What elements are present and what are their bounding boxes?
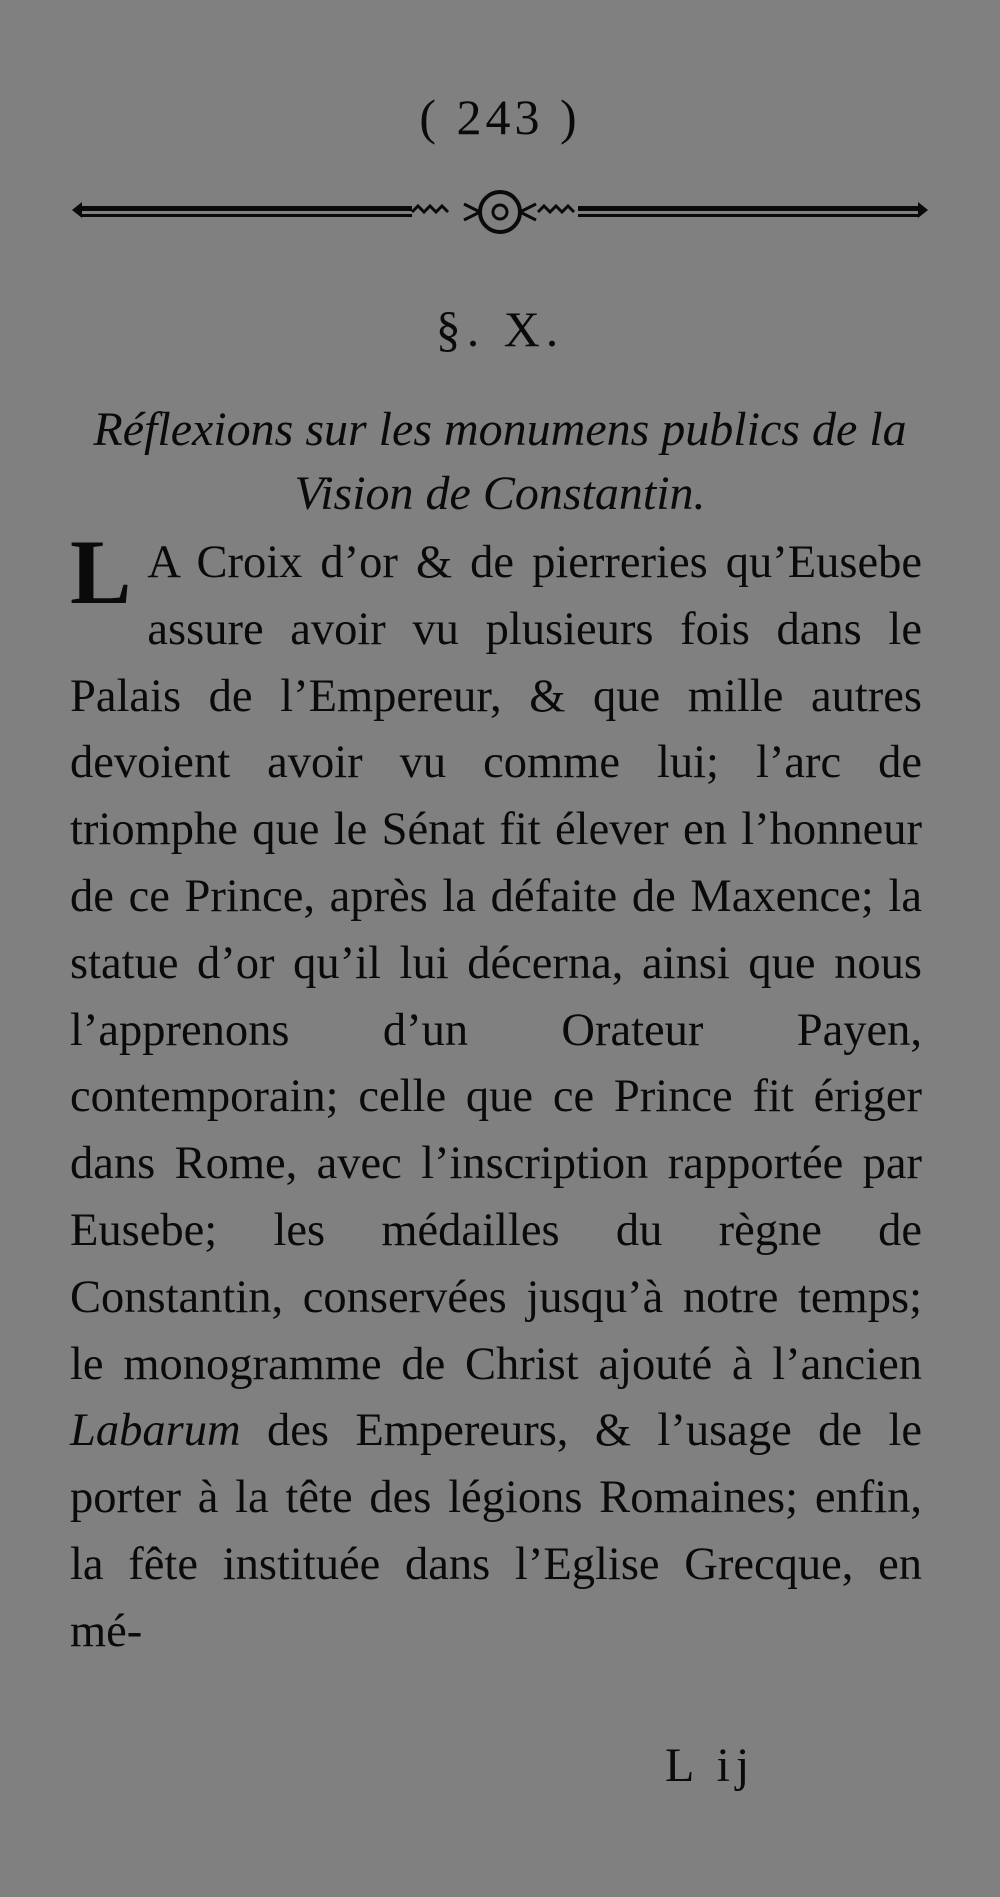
section-heading: §. X. [435,301,565,357]
page-number: ( 243 ) [419,89,581,145]
signature-catchword: L ij [665,1739,756,1792]
drop-cap: L [70,521,132,623]
ornamental-rule [70,180,930,244]
body-paragraph [70,521,922,1666]
italic-term: Labarum [70,1405,241,1457]
body-text-part2: des Empereurs, & l’usage de le porter à la tête des légions Romaines; enfin, la fête instituée dans l’Eglise Grecque, en mé- [70,1405,922,1657]
body-text-part1: A Croix d’or & de pierreries qu’Eusebe assure avoir vu plusieurs fois dans le Palais de l’Empereur, & que mille autres devoient avoir vu comme lui; l’arc de triomphe que le Sénat fit élever en l’honneur de ce Prince, après la défaite de Maxence; la statue d’or qu’il lui décerna, ainsi que nous l’apprenons d’un Orateur Payen, contemporain; celle que ce Prince fit ériger dans Rome, avec l’inscription rapportée par Eusebe; les médailles du règne de Constantin, conservées jusqu’à notre temps; le monogramme de Christ ajouté à l’ancien [70,537,922,1390]
section-title: Réflexions sur les monumens publics de la Vision de Constantin. [93,403,907,520]
